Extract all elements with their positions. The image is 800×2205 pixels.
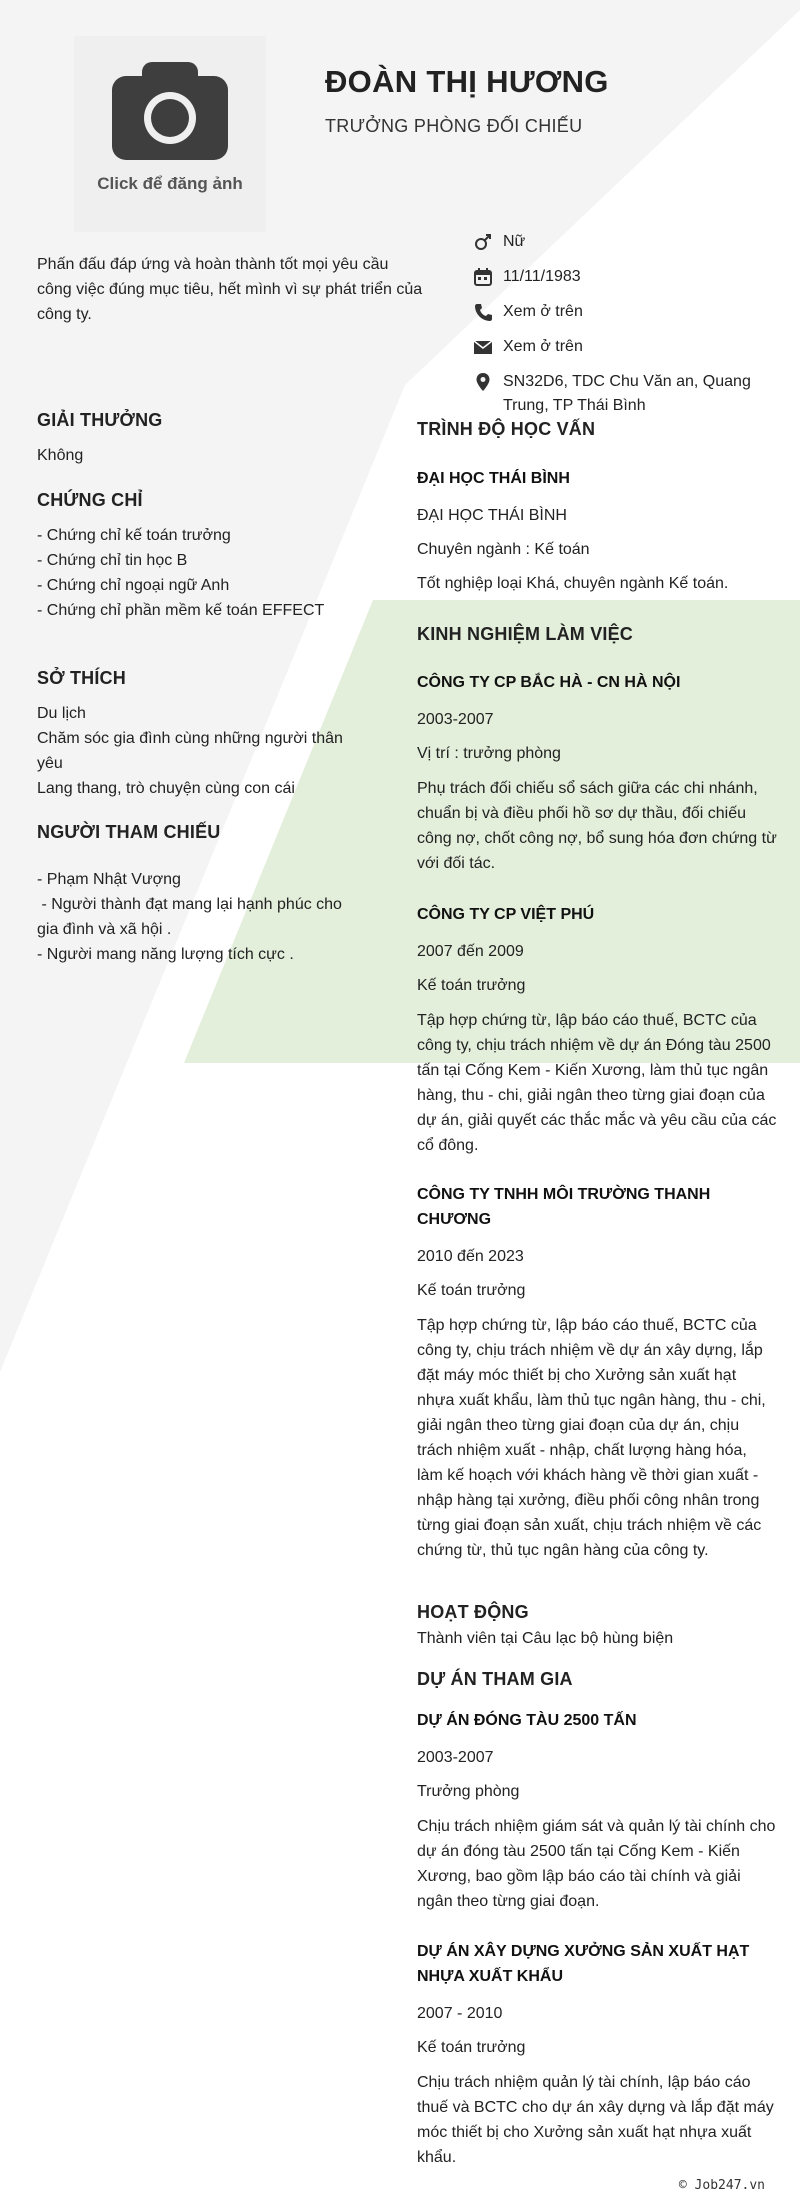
job-description: Tập hợp chứng từ, lập báo cáo thuế, BCTC của công ty, chịu trách nhiệm về dự án xây dựng, lắp đặt máy móc thiết bị cho Xưởng sản xuất hạt nhựa xuất khẩu, làm thủ tục ngân hàng, thu - chi, giải ngân theo từng giai đoạn của dự án, chịu trách nhiệm xuất - nhập, chất lượng hàng hóa, làm kế hoạch với khách hàng về thời gian xuất - nhập hàng tại xưởng, điều phối công nhân trong từng giai đoạn sản xuất, chịu trách nhiệm về các chứng từ, thủ tục ngân hàng của công ty. bbox=[417, 1317, 766, 1559]
certificates-title: CHỨNG CHỈ bbox=[37, 490, 143, 510]
education-result: Tốt nghiệp loại Khá, chuyên ngành Kế toán. bbox=[417, 575, 729, 592]
project-role: Trưởng phòng bbox=[417, 1783, 520, 1800]
project-name: DỰ ÁN XÂY DỰNG XƯỞNG SẢN XUẤT HẠT NHỰA XUẤT KHẨU bbox=[417, 1943, 750, 1985]
photo-upload-label: Click để đăng ảnh bbox=[97, 174, 243, 193]
phone-value: Xem ở trên bbox=[503, 303, 583, 320]
certificate-item: - Chứng chỉ phần mềm kế toán EFFECT bbox=[37, 602, 325, 619]
awards-section bbox=[37, 410, 357, 468]
project-description: Chịu trách nhiệm giám sát và quản lý tài chính cho dự án đóng tàu 2500 tấn tại Cống Kem - Kiến Xương, bao gồm lập báo cáo tài chính và giải ngân theo từng giai đoạn. bbox=[417, 1818, 776, 1910]
education-school-sub: ĐẠI HỌC THÁI BÌNH bbox=[417, 507, 567, 524]
awards-title: GIẢI THƯỞNG bbox=[37, 410, 163, 430]
projects-title: DỰ ÁN THAM GIA bbox=[417, 1669, 573, 1689]
project-period: 2003-2007 bbox=[417, 1749, 494, 1766]
contact-phone bbox=[473, 300, 773, 324]
address-value: SN32D6, TDC Chu Văn an, Quang Trung, TP Thái Bình bbox=[503, 373, 751, 414]
project-name: DỰ ÁN ĐÓNG TÀU 2500 TẤN bbox=[417, 1712, 637, 1729]
job-company: CÔNG TY TNHH MÔI TRƯỜNG THANH CHƯƠNG bbox=[417, 1186, 711, 1228]
career-objective: Phấn đấu đáp ứng và hoàn thành tốt mọi yêu cầu công việc đúng mục tiêu, hết mình vì sự phát triển của công ty. bbox=[37, 256, 423, 323]
job-period: 2007 đến 2009 bbox=[417, 943, 524, 960]
job-description: Tập hợp chứng từ, lập báo cáo thuế, BCTC của công ty, chịu trách nhiệm về dự án Đóng tàu 2500 tấn tại Cống Kem - Kiến Xương, làm thủ tục ngân hàng, thu - chi, giải ngân theo từng giai đoạn của dự án, giải quyết các thắc mắc và yêu cầu của các cổ đông. bbox=[417, 1012, 777, 1154]
birthday-value: 11/11/1983 bbox=[503, 268, 581, 285]
project-period: 2007 - 2010 bbox=[417, 2005, 503, 2022]
certificate-item: - Chứng chỉ kế toán trưởng bbox=[37, 527, 231, 544]
camera-icon bbox=[112, 62, 228, 162]
awards-item: Không bbox=[37, 447, 84, 464]
job-period: 2003-2007 bbox=[417, 711, 494, 728]
education-school: ĐẠI HỌC THÁI BÌNH bbox=[417, 470, 570, 487]
certificate-item: - Chứng chỉ tin học B bbox=[37, 552, 188, 569]
contact-email bbox=[473, 335, 773, 359]
gender-icon bbox=[473, 232, 493, 252]
location-pin-icon bbox=[473, 372, 493, 392]
certificates-section bbox=[37, 490, 357, 623]
candidate-name: ĐOÀN THỊ HƯƠNG bbox=[325, 64, 609, 99]
contact-birthday bbox=[473, 265, 773, 289]
references-section bbox=[37, 822, 357, 967]
candidate-title: TRƯỞNG PHÒNG ĐỐI CHIẾU bbox=[325, 116, 583, 136]
email-icon bbox=[473, 337, 493, 357]
footer-copyright: © Job247.vn bbox=[678, 2178, 765, 2193]
project-description: Chịu trách nhiệm quản lý tài chính, lập báo cáo thuế và BCTC cho dự án xây dựng và lắp đặt máy móc thiết bị cho Xưởng sản xuất hạt nhựa xuất khẩu. bbox=[417, 2074, 774, 2166]
reference-item: - Người thành đạt mang lại hạnh phúc cho gia đình và xã hội . bbox=[37, 896, 347, 938]
reference-item: - Phạm Nhật Vượng bbox=[37, 871, 181, 888]
contact-address bbox=[473, 370, 773, 418]
job-period: 2010 đến 2023 bbox=[417, 1248, 524, 1265]
job-role: Kế toán trưởng bbox=[417, 977, 526, 994]
contact-info bbox=[473, 230, 773, 429]
calendar-icon bbox=[473, 267, 493, 287]
hobbies-section bbox=[37, 668, 357, 801]
references-title: NGƯỜI THAM CHIẾU bbox=[37, 822, 221, 842]
photo-upload[interactable] bbox=[74, 36, 266, 232]
reference-item: - Người mang năng lượng tích cực . bbox=[37, 946, 294, 963]
job-company: CÔNG TY CP BẮC HÀ - CN HÀ NỘI bbox=[417, 674, 681, 691]
hobby-item: Du lịch bbox=[37, 705, 86, 722]
hobbies-title: SỞ THÍCH bbox=[37, 668, 126, 688]
job-role: Kế toán trưởng bbox=[417, 1282, 526, 1299]
job-description: Phụ trách đối chiếu sổ sách giữa các chi nhánh, chuẩn bị và điều phối hồ sơ dự thầu, đối chiếu công nợ, chốt công nợ, bổ sung hóa đơn chứng từ với đối tác. bbox=[417, 780, 777, 872]
education-title: TRÌNH ĐỘ HỌC VẤN bbox=[417, 419, 596, 439]
education-major: Chuyên ngành : Kế toán bbox=[417, 541, 590, 558]
job-role: Vị trí : trưởng phòng bbox=[417, 745, 561, 762]
hobby-item: Chăm sóc gia đình cùng những người thân yêu bbox=[37, 730, 343, 772]
activities-title: HOẠT ĐỘNG bbox=[417, 1602, 529, 1622]
activities-description: Thành viên tại Câu lạc bộ hùng biện bbox=[417, 1630, 674, 1647]
gender-value: Nữ bbox=[503, 233, 526, 250]
experience-title: KINH NGHIỆM LÀM VIỆC bbox=[417, 624, 634, 644]
job-company: CÔNG TY CP VIỆT PHÚ bbox=[417, 906, 595, 923]
certificate-item: - Chứng chỉ ngoại ngữ Anh bbox=[37, 577, 230, 594]
contact-gender bbox=[473, 230, 773, 254]
hobby-item: Lang thang, trò chuyện cùng con cái bbox=[37, 780, 295, 797]
phone-icon bbox=[473, 302, 493, 322]
project-role: Kế toán trưởng bbox=[417, 2039, 526, 2056]
email-value: Xem ở trên bbox=[503, 338, 583, 355]
